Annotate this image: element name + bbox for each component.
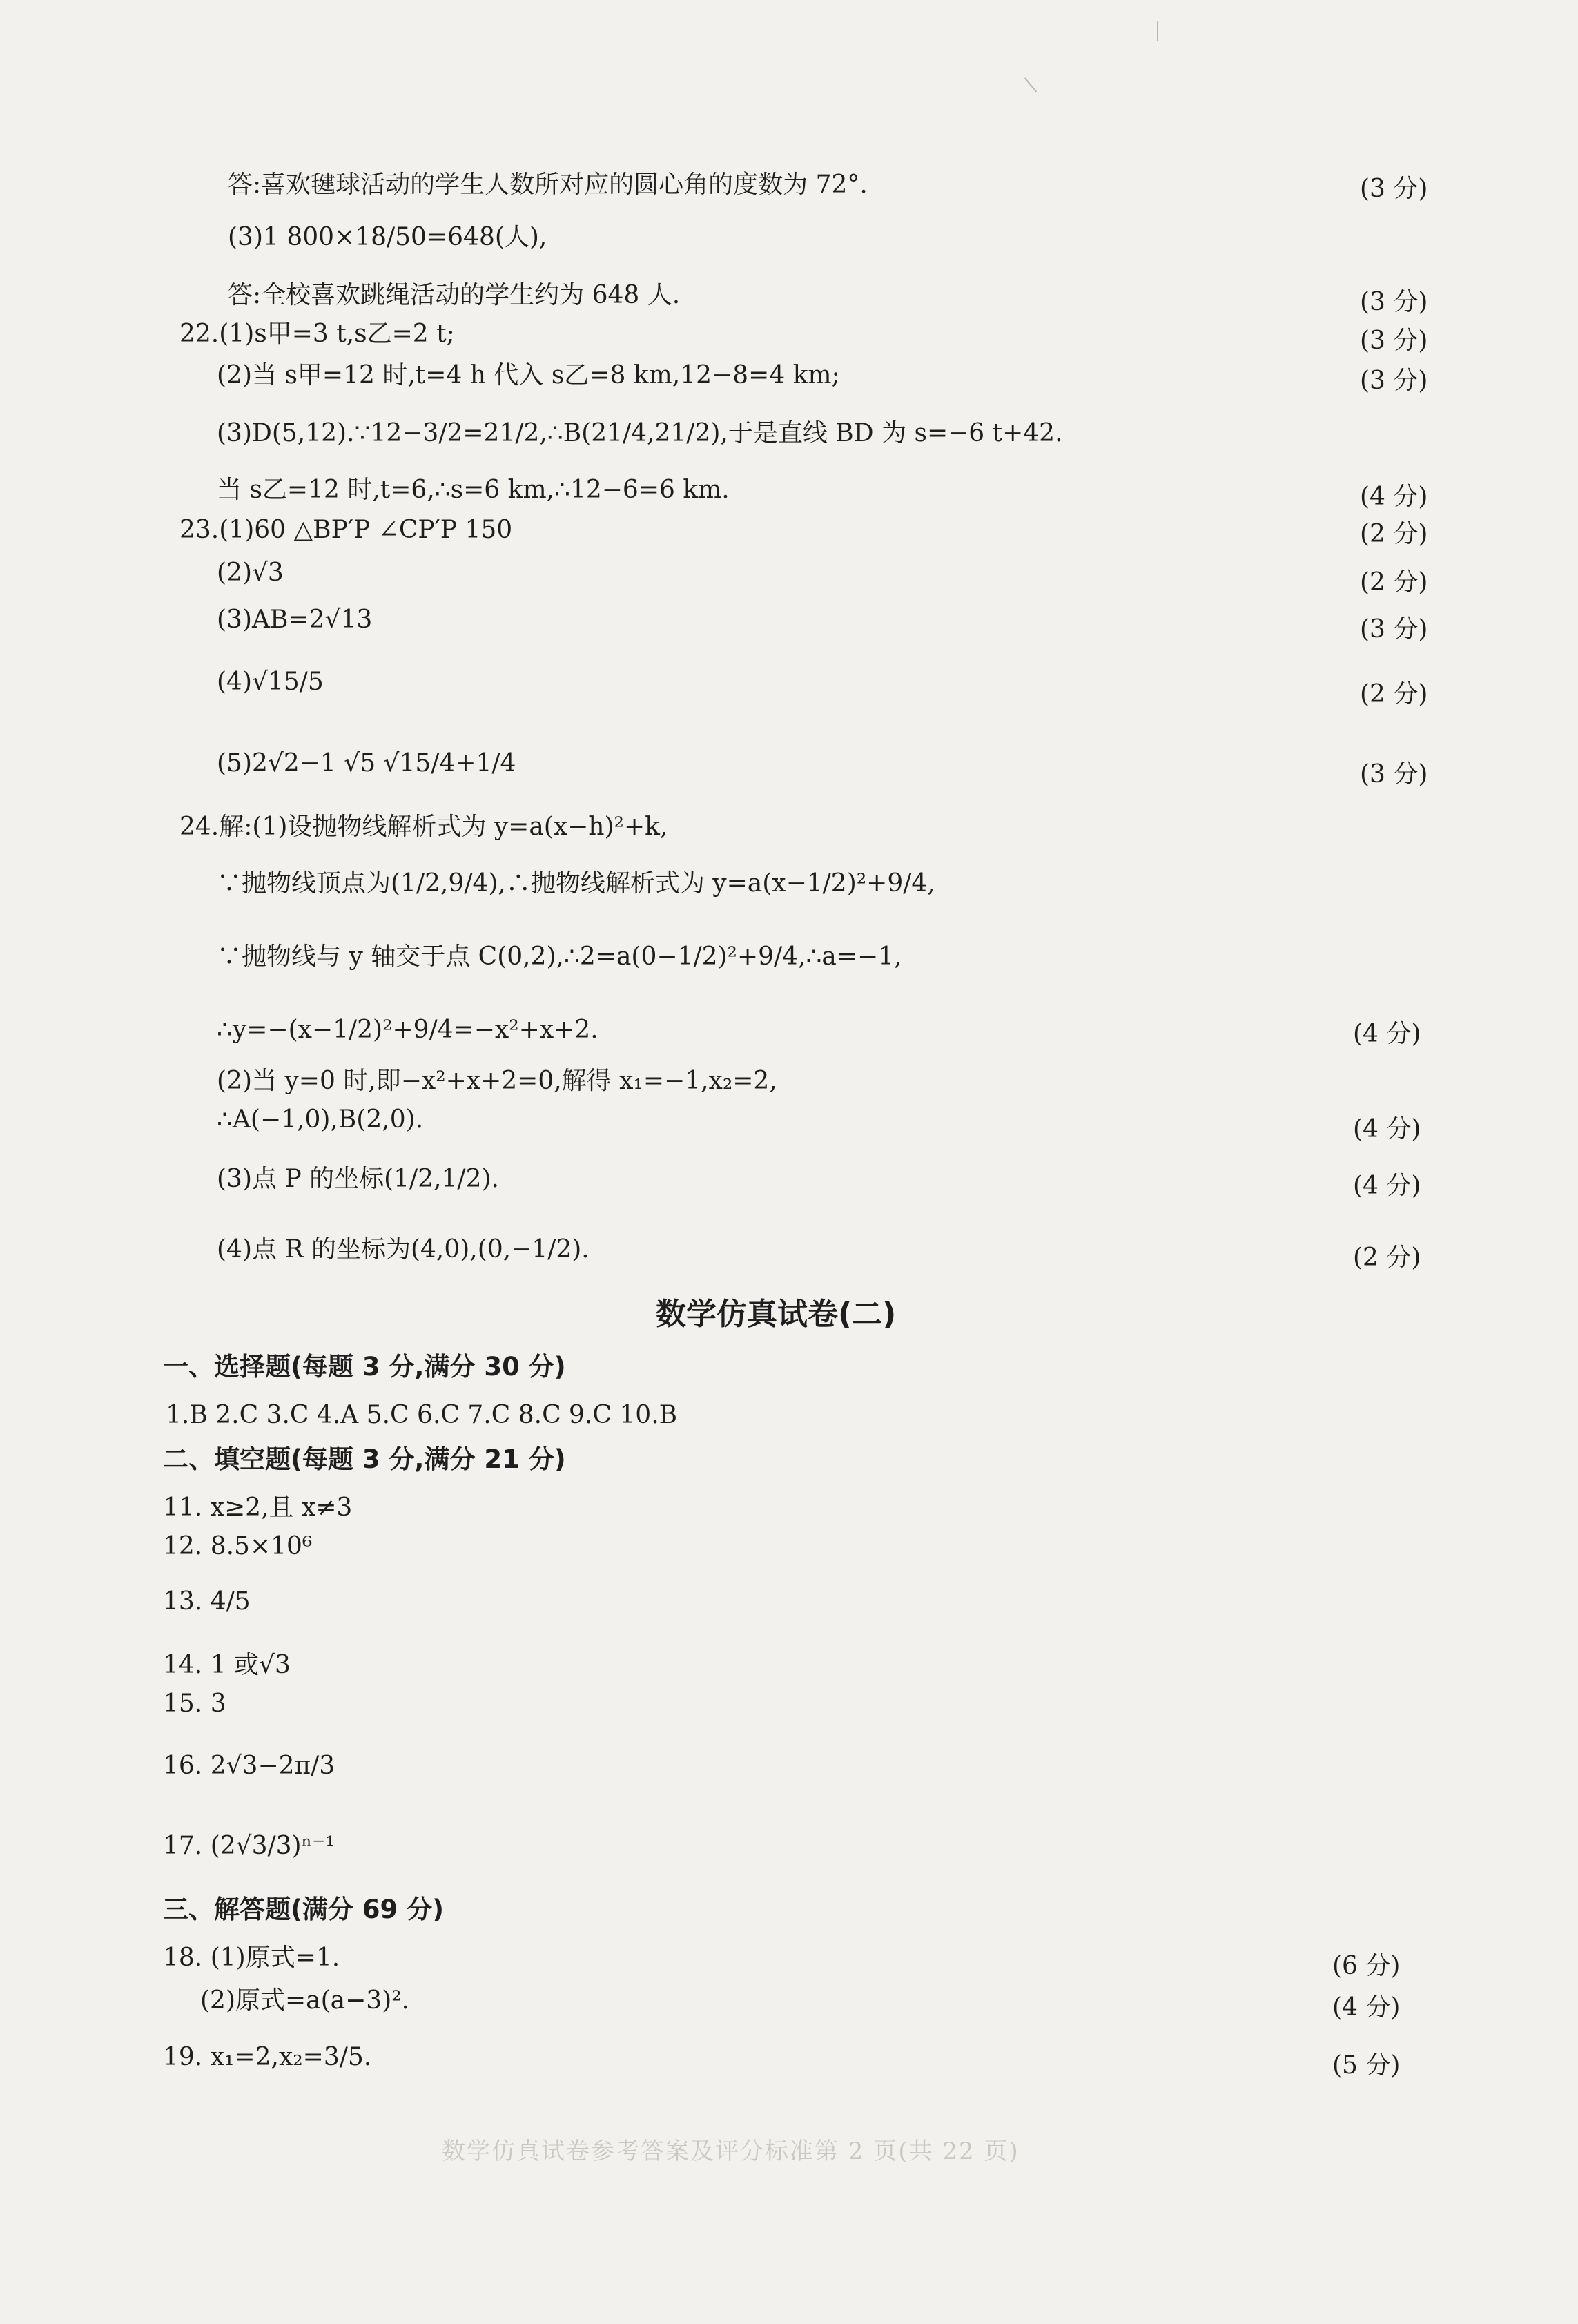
score-label: (2 分) — [1360, 568, 1428, 597]
answer-line: 22.(1)s甲=3 t,s乙=2 t; — [179, 320, 455, 348]
score-label: (4 分) — [1353, 1172, 1421, 1200]
scan-mark — [1024, 77, 1037, 92]
answer-line: (3)D(5,12).∵12−3/2=21/2,∴B(21/4,21/2),于是直线 BD 为 s=−6 t+42. — [217, 419, 1063, 447]
score-label: (5 分) — [1332, 2051, 1401, 2080]
answer-line: 答:喜欢毽球活动的学生人数所对应的圆心角的度数为 72°. — [228, 171, 868, 199]
answer-line: 11. x≥2,且 x≠3 — [163, 1493, 353, 1522]
answer-line: 24.解:(1)设抛物线解析式为 y=a(x−h)²+k, — [179, 813, 668, 841]
answer-line: 当 s乙=12 时,t=6,∴s=6 km,∴12−6=6 km. — [217, 476, 730, 504]
score-label: (3 分) — [1360, 327, 1428, 355]
answer-line: ∴A(−1,0),B(2,0). — [217, 1105, 424, 1134]
answer-line: (4)点 R 的坐标为(4,0),(0,−1/2). — [217, 1235, 590, 1263]
answer-line: 答:全校喜欢跳绳活动的学生约为 648 人. — [228, 281, 681, 309]
answer-line: (4)√15/5 — [217, 668, 324, 696]
answer-line: (2)当 y=0 时,即−x²+x+2=0,解得 x₁=−1,x₂=2, — [217, 1067, 777, 1095]
page-footer: 数学仿真试卷参考答案及评分标准第 2 页(共 22 页) — [442, 2138, 1020, 2165]
score-label: (3 分) — [1360, 288, 1428, 316]
score-label: (3 分) — [1360, 760, 1428, 788]
answer-line: (5)2√2−1 √5 √15/4+1/4 — [217, 749, 516, 777]
score-label: (2 分) — [1353, 1243, 1421, 1272]
score-label: (4 分) — [1360, 483, 1428, 511]
answer-line: 12. 8.5×10⁶ — [163, 1532, 313, 1560]
paper-title: 数学仿真试卷(二) — [656, 1297, 897, 1332]
score-label: (3 分) — [1360, 367, 1428, 395]
answer-line: ∴y=−(x−1/2)²+9/4=−x²+x+2. — [217, 1016, 598, 1044]
answer-line: (3)AB=2√13 — [217, 606, 373, 634]
answer-line: (3)点 P 的坐标(1/2,1/2). — [217, 1165, 499, 1193]
score-label: (3 分) — [1360, 175, 1428, 203]
scan-mark — [1157, 21, 1158, 41]
answer-line: 15. 3 — [163, 1689, 226, 1718]
answer-line: 23.(1)60 △BP′P ∠CP′P 150 — [179, 516, 513, 544]
score-label: (3 分) — [1360, 615, 1428, 643]
answer-line: (2)√3 — [217, 559, 284, 587]
answer-line: (2)当 s甲=12 时,t=4 h 代入 s乙=8 km,12−8=4 km; — [217, 361, 840, 389]
score-label: (2 分) — [1360, 680, 1428, 708]
answer-line: 13. 4/5 — [163, 1587, 251, 1616]
section-heading: 二、填空题(每题 3 分,满分 21 分) — [163, 1444, 566, 1474]
answer-line: (2)原式=a(a−3)². — [200, 1986, 410, 2015]
answer-line: 16. 2√3−2π/3 — [163, 1752, 335, 1780]
score-label: (2 分) — [1360, 520, 1428, 548]
answer-line: ∵抛物线与 y 轴交于点 C(0,2),∴2=a(0−1/2)²+9/4,∴a=−1, — [217, 942, 902, 971]
answer-line: 1.B 2.C 3.C 4.A 5.C 6.C 7.C 8.C 9.C 10.B — [166, 1401, 678, 1429]
answer-line: ∵抛物线顶点为(1/2,9/4),∴抛物线解析式为 y=a(x−1/2)²+9/4, — [217, 869, 935, 898]
answer-line: 14. 1 或√3 — [163, 1651, 291, 1679]
answer-line: 19. x₁=2,x₂=3/5. — [163, 2043, 372, 2071]
section-heading: 一、选择题(每题 3 分,满分 30 分) — [163, 1352, 566, 1382]
answer-line: (3)1 800×18/50=648(人), — [228, 223, 547, 251]
score-label: (6 分) — [1332, 1952, 1401, 1980]
answer-line: 18. (1)原式=1. — [163, 1944, 340, 1972]
score-label: (4 分) — [1332, 1993, 1401, 2022]
section-heading: 三、解答题(满分 69 分) — [163, 1895, 445, 1924]
answer-line: 17. (2√3/3)ⁿ⁻¹ — [163, 1832, 335, 1860]
score-label: (4 分) — [1353, 1020, 1421, 1048]
score-label: (4 分) — [1353, 1115, 1421, 1143]
